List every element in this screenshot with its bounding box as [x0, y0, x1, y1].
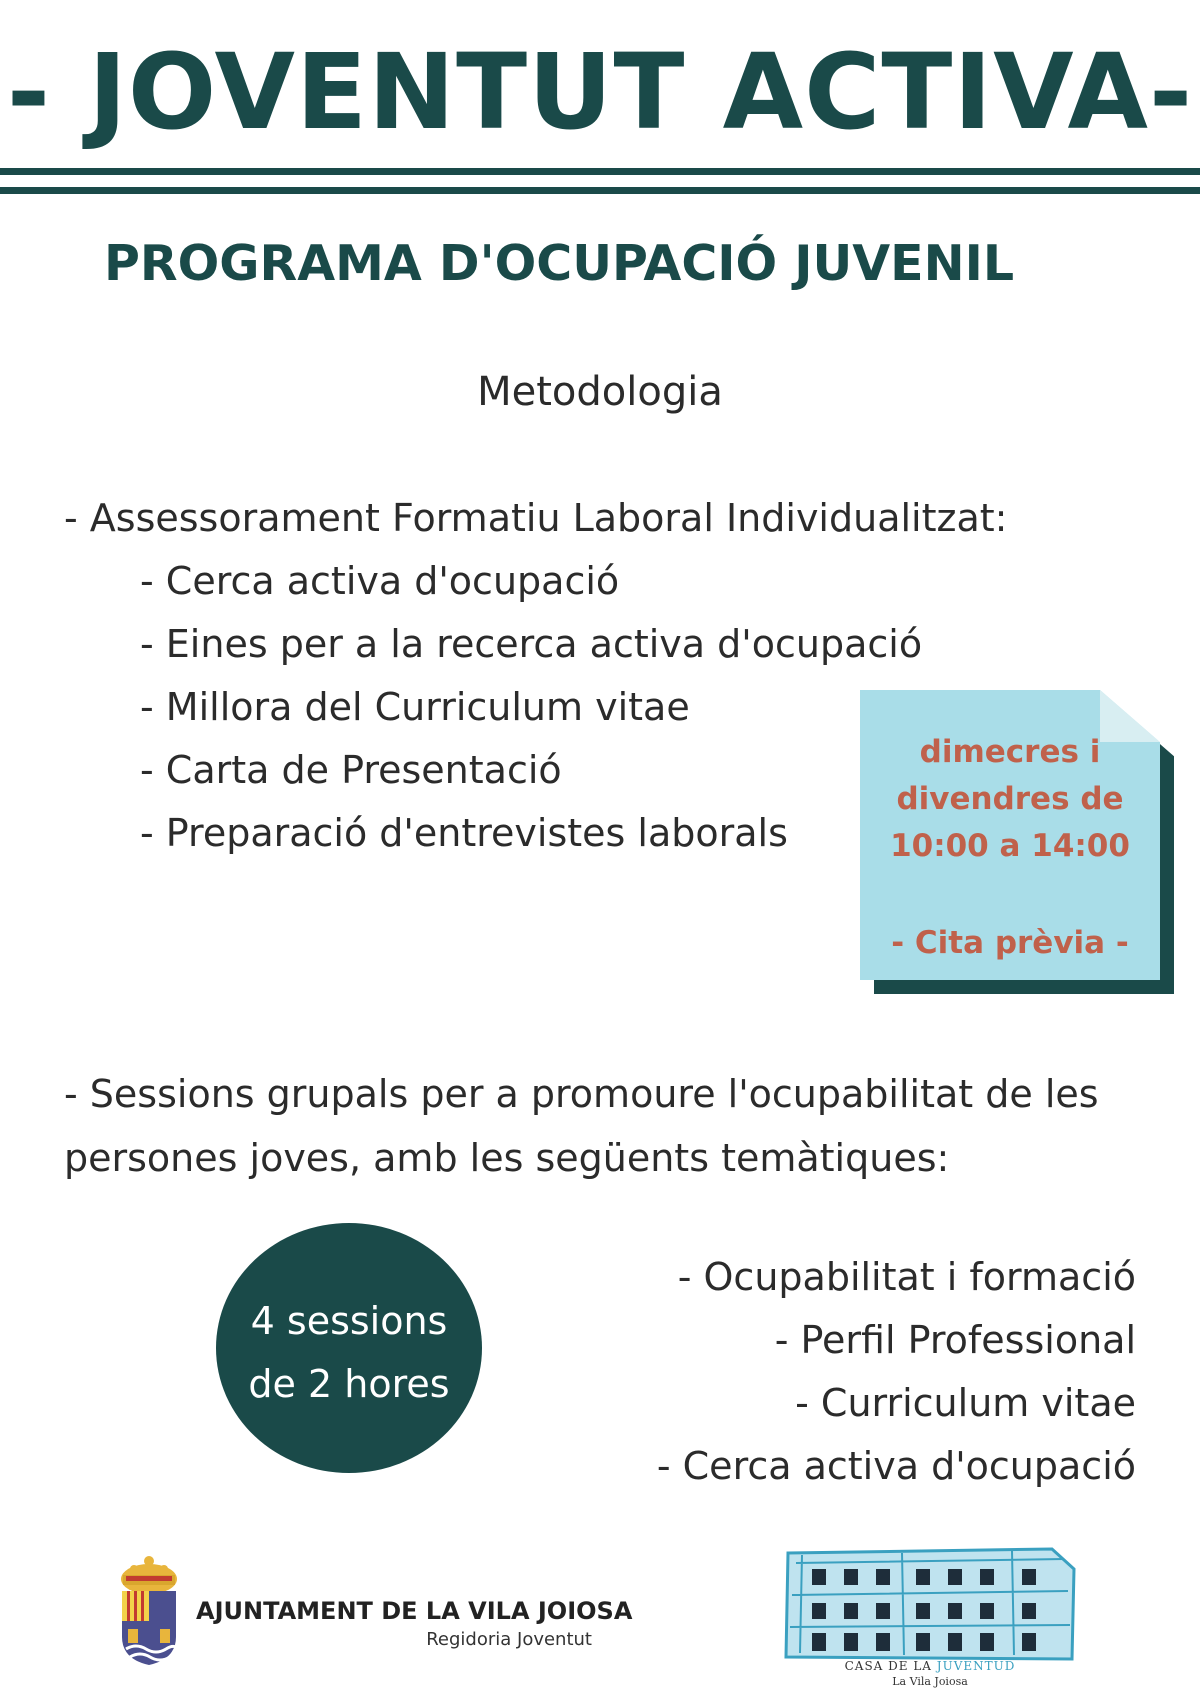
sessions-badge	[216, 1223, 482, 1473]
schedule-line: 10:00 a 14:00	[890, 828, 1130, 864]
sessions-badge-line: de 2 hores	[248, 1362, 450, 1406]
title-divider-bottom	[0, 187, 1200, 194]
casa-name-prefix: CASA DE LA	[844, 1659, 937, 1673]
schedule-line: dimecres i	[919, 734, 1101, 770]
list-item: - Millora del Curriculum vitae	[140, 685, 690, 729]
list-item: - Ocupabilitat i formació	[677, 1255, 1136, 1299]
list-item: - Eines per a la recerca activa d'ocupació	[140, 622, 923, 666]
sessions-badge-line: 4 sessions	[250, 1299, 448, 1343]
list-item: - Cerca activa d'ocupació	[140, 559, 620, 603]
municipal-crest-icon	[116, 1545, 182, 1667]
org-department: Regidoria Joventut	[426, 1629, 592, 1650]
individual-advice-heading: - Assessorament Formatiu Laboral Individualitzat:	[64, 496, 1008, 540]
schedule-note	[860, 690, 1160, 980]
group-topics-list	[657, 1252, 1136, 1504]
list-item: - Preparació d'entrevistes laborals	[140, 811, 788, 855]
schedule-line: divendres de	[896, 781, 1124, 817]
casa-juventud-place: La Vila Joiosa	[892, 1675, 968, 1688]
individual-advice-list	[140, 556, 922, 871]
casa-juventud-name	[782, 1659, 1078, 1674]
title-divider-top	[0, 168, 1200, 175]
org-name: AJUNTAMENT DE LA VILA JOIOSA	[196, 1597, 633, 1625]
list-item: - Curriculum vitae	[795, 1381, 1136, 1425]
casa-name-highlight: JUVENTUD	[936, 1659, 1016, 1673]
section-label: Metodologia	[477, 369, 723, 415]
appointment-note: - Cita prèvia -	[891, 925, 1129, 961]
list-item: - Perfil Professional	[774, 1318, 1136, 1362]
program-subtitle: PROGRAMA D'OCUPACIÓ JUVENIL	[104, 235, 1015, 292]
group-sessions-text: - Sessions grupals per a promoure l'ocupabilitat de les persones joves, amb les següents temàtiques:	[64, 1072, 1099, 1180]
list-item: - Carta de Presentació	[140, 748, 562, 792]
poster-title: - JOVENTUT ACTIVA-	[6, 31, 1194, 153]
list-item: - Cerca activa d'ocupació	[656, 1444, 1136, 1488]
